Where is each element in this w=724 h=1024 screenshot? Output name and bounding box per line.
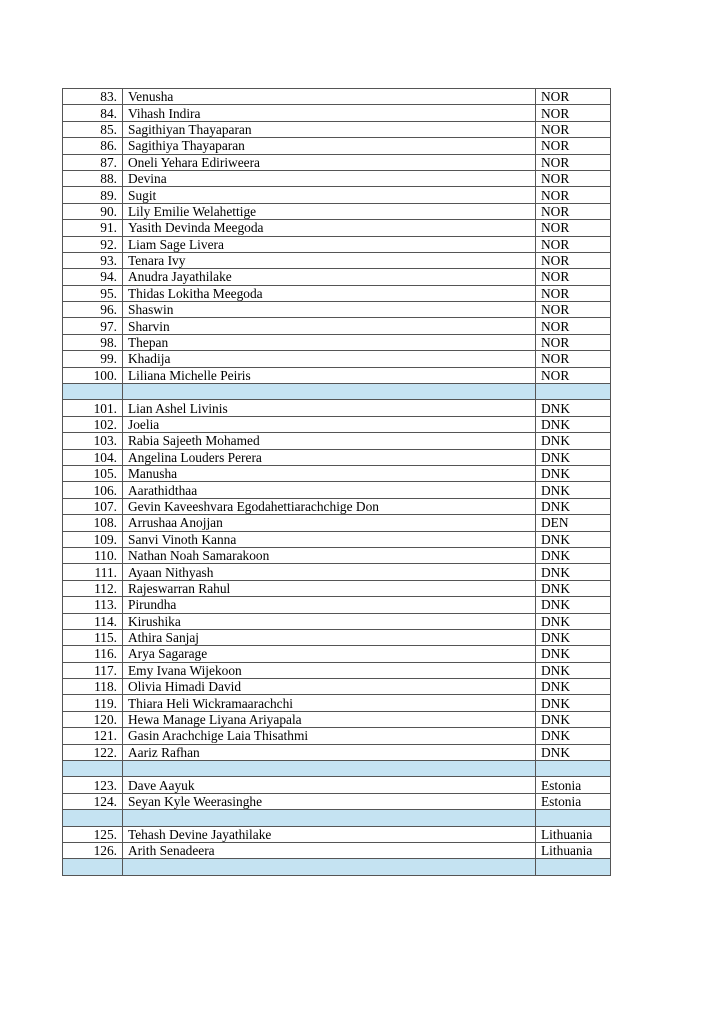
table-row <box>63 744 611 760</box>
row-number-cell: 95. <box>63 285 123 301</box>
row-number-cell: 92. <box>63 236 123 252</box>
country-cell: NOR <box>536 170 611 186</box>
country-cell: DNK <box>536 744 611 760</box>
row-number-cell: 106. <box>63 482 123 498</box>
country-cell: DNK <box>536 547 611 563</box>
row-number-cell: 108. <box>63 515 123 531</box>
group-separator-row <box>63 761 611 777</box>
row-number-cell: 87. <box>63 154 123 170</box>
participant-name-cell: Rajeswarran Rahul <box>123 580 536 596</box>
country-cell: DNK <box>536 400 611 416</box>
country-cell: DNK <box>536 498 611 514</box>
row-number-cell: 94. <box>63 269 123 285</box>
separator-cell <box>63 810 123 826</box>
country-cell: NOR <box>536 269 611 285</box>
row-number-cell: 119. <box>63 695 123 711</box>
row-number-cell: 83. <box>63 89 123 105</box>
table-row <box>63 793 611 809</box>
table-row <box>63 302 611 318</box>
separator-cell <box>123 384 536 400</box>
country-cell: NOR <box>536 351 611 367</box>
table-row <box>63 728 611 744</box>
table-row <box>63 367 611 383</box>
table-row <box>63 482 611 498</box>
participant-table-body <box>63 89 611 876</box>
participant-name-cell: Athira Sanjaj <box>123 629 536 645</box>
participant-name-cell: Arya Sagarage <box>123 646 536 662</box>
participant-name-cell: Lian Ashel Livinis <box>123 400 536 416</box>
country-cell: Lithuania <box>536 826 611 842</box>
table-row <box>63 285 611 301</box>
participant-name-cell: Gevin Kaveeshvara Egodahettiarachchige Don <box>123 498 536 514</box>
participant-name-cell: Thidas Lokitha Meegoda <box>123 285 536 301</box>
participant-name-cell: Nathan Noah Samarakoon <box>123 547 536 563</box>
table-row <box>63 170 611 186</box>
participant-name-cell: Thepan <box>123 334 536 350</box>
row-number-cell: 99. <box>63 351 123 367</box>
country-cell: NOR <box>536 187 611 203</box>
separator-cell <box>536 810 611 826</box>
row-number-cell: 86. <box>63 138 123 154</box>
table-row <box>63 842 611 858</box>
country-cell: NOR <box>536 154 611 170</box>
table-row <box>63 580 611 596</box>
participant-name-cell: Emy Ivana Wijekoon <box>123 662 536 678</box>
participant-name-cell: Venusha <box>123 89 536 105</box>
separator-cell <box>63 859 123 875</box>
row-number-cell: 113. <box>63 597 123 613</box>
row-number-cell: 110. <box>63 547 123 563</box>
participant-name-cell: Aarathidthaa <box>123 482 536 498</box>
row-number-cell: 100. <box>63 367 123 383</box>
table-row <box>63 597 611 613</box>
row-number-cell: 118. <box>63 679 123 695</box>
row-number-cell: 104. <box>63 449 123 465</box>
country-cell: NOR <box>536 105 611 121</box>
participant-name-cell: Sanvi Vinoth Kanna <box>123 531 536 547</box>
row-number-cell: 120. <box>63 711 123 727</box>
participant-name-cell: Sagithiya Thayaparan <box>123 138 536 154</box>
participant-name-cell: Sharvin <box>123 318 536 334</box>
country-cell: DNK <box>536 695 611 711</box>
participant-name-cell: Sagithiyan Thayaparan <box>123 121 536 137</box>
table-row <box>63 629 611 645</box>
row-number-cell: 121. <box>63 728 123 744</box>
country-cell: DNK <box>536 646 611 662</box>
participant-name-cell: Shaswin <box>123 302 536 318</box>
country-cell: NOR <box>536 121 611 137</box>
participant-name-cell: Anudra Jayathilake <box>123 269 536 285</box>
participant-name-cell: Joelia <box>123 416 536 432</box>
row-number-cell: 90. <box>63 203 123 219</box>
table-row <box>63 318 611 334</box>
country-cell: NOR <box>536 318 611 334</box>
country-cell: DNK <box>536 416 611 432</box>
country-cell: NOR <box>536 367 611 383</box>
table-row <box>63 564 611 580</box>
country-cell: DNK <box>536 580 611 596</box>
participant-name-cell: Hewa Manage Liyana Ariyapala <box>123 711 536 727</box>
participant-name-cell: Aariz Rafhan <box>123 744 536 760</box>
participant-name-cell: Manusha <box>123 465 536 481</box>
row-number-cell: 102. <box>63 416 123 432</box>
participant-name-cell: Olivia Himadi David <box>123 679 536 695</box>
table-row <box>63 449 611 465</box>
row-number-cell: 101. <box>63 400 123 416</box>
country-cell: NOR <box>536 89 611 105</box>
table-row <box>63 695 611 711</box>
row-number-cell: 96. <box>63 302 123 318</box>
country-cell: DNK <box>536 662 611 678</box>
participant-name-cell: Khadija <box>123 351 536 367</box>
participant-name-cell: Tehash Devine Jayathilake <box>123 826 536 842</box>
country-cell: DNK <box>536 433 611 449</box>
row-number-cell: 109. <box>63 531 123 547</box>
group-separator-row <box>63 810 611 826</box>
row-number-cell: 122. <box>63 744 123 760</box>
country-cell: DNK <box>536 531 611 547</box>
participant-name-cell: Oneli Yehara Ediriweera <box>123 154 536 170</box>
participant-name-cell: Thiara Heli Wickramaarachchi <box>123 695 536 711</box>
row-number-cell: 115. <box>63 629 123 645</box>
table-row <box>63 187 611 203</box>
participant-name-cell: Dave Aayuk <box>123 777 536 793</box>
country-cell: DNK <box>536 613 611 629</box>
table-row <box>63 400 611 416</box>
country-cell: DNK <box>536 564 611 580</box>
group-separator-row <box>63 384 611 400</box>
table-row <box>63 515 611 531</box>
participant-name-cell: Ayaan Nithyash <box>123 564 536 580</box>
table-row <box>63 220 611 236</box>
table-row <box>63 236 611 252</box>
country-cell: DNK <box>536 482 611 498</box>
row-number-cell: 117. <box>63 662 123 678</box>
country-cell: NOR <box>536 285 611 301</box>
table-row <box>63 679 611 695</box>
table-row <box>63 826 611 842</box>
country-cell: DEN <box>536 515 611 531</box>
participant-name-cell: Pirundha <box>123 597 536 613</box>
row-number-cell: 125. <box>63 826 123 842</box>
participant-name-cell: Arrushaa Anojjan <box>123 515 536 531</box>
table-row <box>63 154 611 170</box>
country-cell: NOR <box>536 236 611 252</box>
country-cell: NOR <box>536 302 611 318</box>
row-number-cell: 89. <box>63 187 123 203</box>
table-row <box>63 203 611 219</box>
participant-name-cell: Tenara Ivy <box>123 252 536 268</box>
row-number-cell: 126. <box>63 842 123 858</box>
table-row <box>63 531 611 547</box>
row-number-cell: 107. <box>63 498 123 514</box>
separator-cell <box>123 810 536 826</box>
row-number-cell: 84. <box>63 105 123 121</box>
row-number-cell: 85. <box>63 121 123 137</box>
country-cell: NOR <box>536 138 611 154</box>
separator-cell <box>123 761 536 777</box>
participant-name-cell: Yasith Devinda Meegoda <box>123 220 536 236</box>
country-cell: DNK <box>536 597 611 613</box>
row-number-cell: 91. <box>63 220 123 236</box>
row-number-cell: 93. <box>63 252 123 268</box>
table-row <box>63 547 611 563</box>
country-cell: DNK <box>536 629 611 645</box>
country-cell: DNK <box>536 679 611 695</box>
country-cell: DNK <box>536 465 611 481</box>
row-number-cell: 98. <box>63 334 123 350</box>
row-number-cell: 88. <box>63 170 123 186</box>
separator-cell <box>536 384 611 400</box>
participant-name-cell: Liliana Michelle Peiris <box>123 367 536 383</box>
table-row <box>63 105 611 121</box>
table-row <box>63 433 611 449</box>
participant-name-cell: Angelina Louders Perera <box>123 449 536 465</box>
country-cell: NOR <box>536 252 611 268</box>
country-cell: NOR <box>536 220 611 236</box>
participant-name-cell: Devina <box>123 170 536 186</box>
row-number-cell: 123. <box>63 777 123 793</box>
table-row <box>63 89 611 105</box>
country-cell: DNK <box>536 449 611 465</box>
row-number-cell: 116. <box>63 646 123 662</box>
country-cell: Estonia <box>536 777 611 793</box>
table-row <box>63 351 611 367</box>
table-row <box>63 334 611 350</box>
table-row <box>63 613 611 629</box>
country-cell: Estonia <box>536 793 611 809</box>
table-row <box>63 711 611 727</box>
participant-name-cell: Kirushika <box>123 613 536 629</box>
separator-cell <box>536 859 611 875</box>
participant-name-cell: Arith Senadeera <box>123 842 536 858</box>
participant-name-cell: Rabia Sajeeth Mohamed <box>123 433 536 449</box>
separator-cell <box>536 761 611 777</box>
participant-table <box>62 88 611 876</box>
table-row <box>63 662 611 678</box>
table-row <box>63 465 611 481</box>
country-cell: Lithuania <box>536 842 611 858</box>
country-cell: DNK <box>536 711 611 727</box>
row-number-cell: 114. <box>63 613 123 629</box>
country-cell: DNK <box>536 728 611 744</box>
table-row <box>63 777 611 793</box>
table-row <box>63 252 611 268</box>
row-number-cell: 112. <box>63 580 123 596</box>
participant-name-cell: Liam Sage Livera <box>123 236 536 252</box>
table-row <box>63 121 611 137</box>
row-number-cell: 103. <box>63 433 123 449</box>
participant-name-cell: Lily Emilie Welahettige <box>123 203 536 219</box>
separator-cell <box>123 859 536 875</box>
table-row <box>63 416 611 432</box>
country-cell: NOR <box>536 203 611 219</box>
participant-name-cell: Gasin Arachchige Laia Thisathmi <box>123 728 536 744</box>
separator-cell <box>63 384 123 400</box>
group-separator-row <box>63 859 611 875</box>
table-row <box>63 646 611 662</box>
table-row <box>63 269 611 285</box>
row-number-cell: 111. <box>63 564 123 580</box>
row-number-cell: 105. <box>63 465 123 481</box>
country-cell: NOR <box>536 334 611 350</box>
row-number-cell: 97. <box>63 318 123 334</box>
participant-name-cell: Sugit <box>123 187 536 203</box>
separator-cell <box>63 761 123 777</box>
participant-name-cell: Vihash Indira <box>123 105 536 121</box>
table-row <box>63 138 611 154</box>
table-row <box>63 498 611 514</box>
row-number-cell: 124. <box>63 793 123 809</box>
participant-name-cell: Seyan Kyle Weerasinghe <box>123 793 536 809</box>
